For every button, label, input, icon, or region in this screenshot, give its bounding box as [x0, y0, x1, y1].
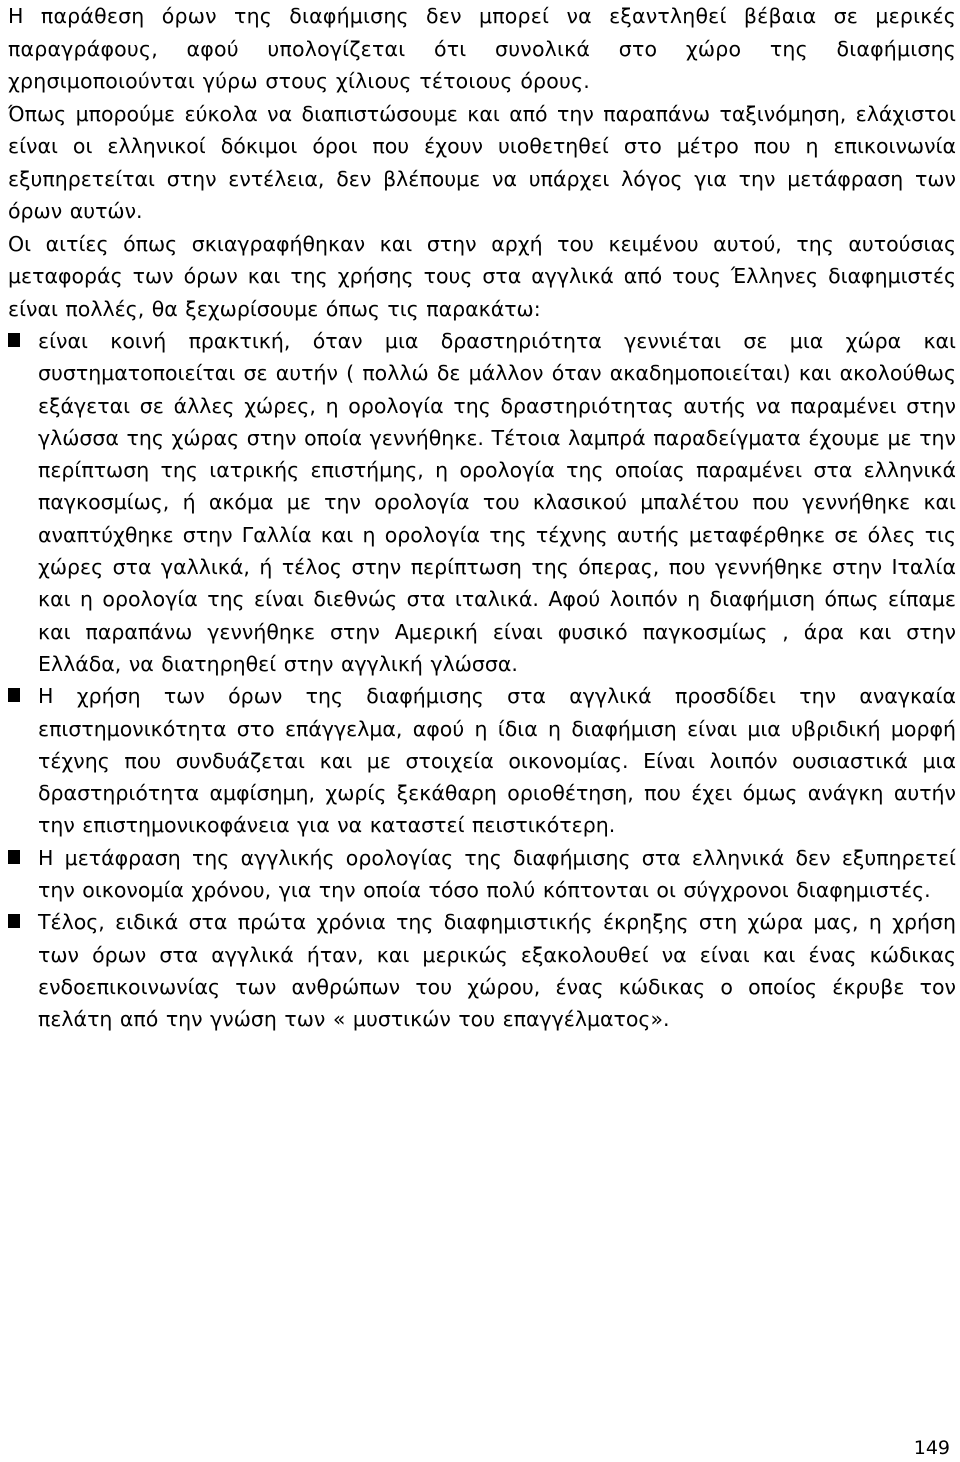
page-number: 149 [913, 1437, 950, 1459]
square-bullet-icon [8, 333, 20, 347]
paragraph-classification: Όπως μπορούμε εύκολα να διαπιστώσουμε και από την παραπάνω ταξινόμηση, ελάχιστοι είναι οι ελληνικοί δόκιμοι όροι που έχουν υιοθετηθεί στο μέτρο που η επικοινωνία εξυπηρετείται στην εντέλεια, δεν βλέπουμε να υπάρχει λόγος για την μετάφραση των όρων αυτών. [8, 101, 956, 223]
list-item-text: Τέλος, ειδικά στα πρώτα χρόνια της διαφημιστικής έκρηξης στη χώρα μας, η χρήση των όρων στα αγγλικά ήταν, και μερικώς εξακολουθεί να είναι και ένας κώδικας ενδοεπικοινωνίας των ανθρώπων του χώρου, ένας κώδικας ο οποίος έκρυβε τον πελάτη από την γνώση των « μυστικών του επαγγέλματος». [38, 910, 956, 1032]
list-item-text: Η μετάφραση της αγγλικής ορολογίας της διαφήμισης στα ελληνικά δεν εξυπηρετεί την οικονομία χρόνου, για την οποία τόσο πολύ κόπτονται οι σύγχρονοι διαφημιστές. [38, 845, 956, 903]
square-bullet-icon [8, 914, 20, 928]
list-item [8, 842, 956, 907]
paragraph-intro: Η παράθεση όρων της διαφήμισης δεν μπορεί να εξαντληθεί βέβαια σε μερικές παραγράφους, αφού υπολογίζεται ότι συνολικά στο χώρο της διαφήμισης χρησιμοποιούνται γύρω στους χίλιους τέτοιους όρους. [8, 4, 956, 93]
list-item [8, 680, 956, 841]
square-bullet-icon [8, 688, 20, 702]
square-bullet-icon [8, 850, 20, 864]
list-item-text: Η χρήση των όρων της διαφήμισης στα αγγλικά προσδίδει την αναγκαία επιστημονικότητα στο επάγγελμα, αφού η ίδια η διαφήμιση είναι μια υβριδική μορφή τέχνης που συνδυάζεται και με στοιχεία οικονομίας. Είναι λοιπόν ουσιαστικά μια δραστηριότητα αμφίσημη, χωρίς ξεκάθαρη οριοθέτηση, που έχει όμως ανάγκη αυτήν την επιστημονικοφάνεια για να καταστεί πειστικότερη. [38, 684, 956, 838]
list-item [8, 906, 956, 1035]
list-item-text: είναι κοινή πρακτική, όταν μια δραστηριότητα γεννιέται σε μια χώρα και συστηματοποιείται σε αυτήν ( πολλώ δε μάλλον όταν ακαδημοποιείται) και ακολούθως εξάγεται σε άλλες χώρες, η ορολογία της δραστηριότητας αυτής να παραμένει στην γλώσσα της χώρας στην οποία γεννήθηκε. Τέτοια λαμπρά παραδείγματα έχουμε με την περίπτωση της ιατρικής επιστήμης, η ορολογία της οποίας παραμένει στα ελληνικά παγκοσμίως, ή ακόμα με την ορολογία του κλασικού μπαλέτου που γεννήθηκε και αναπτύχθηκε στην Γαλλία και η ορολογία της τέχνης αυτής μεταφέρθηκε σε όλες τις χώρες στα γαλλικά, ή τέλος στην περίπτωση της όπερας, που γεννήθηκε στην Ιταλία και η ορολογία της είναι διεθνώς στα ιταλικά. Αφού λοιπόν η διαφήμιση όπως είπαμε και παραπάνω γεννήθηκε στην Αμερική είναι φυσικό παγκοσμίως , άρα και στην Ελλάδα, να διατηρηθεί στην αγγλική γλώσσα. [38, 329, 956, 676]
body-text [8, 0, 956, 1036]
causes-list [8, 325, 956, 1036]
paragraph-causes: Οι αιτίες όπως σκιαγραφήθηκαν και στην αρχή του κειμένου αυτού, της αυτούσιας μεταφοράς των όρων και της χρήσης τους στα αγγλικά από τους Έλληνες διαφημιστές είναι πολλές, θα ξεχωρίσουμε όπως τις παρακάτω: [8, 231, 956, 321]
list-item [8, 325, 956, 680]
